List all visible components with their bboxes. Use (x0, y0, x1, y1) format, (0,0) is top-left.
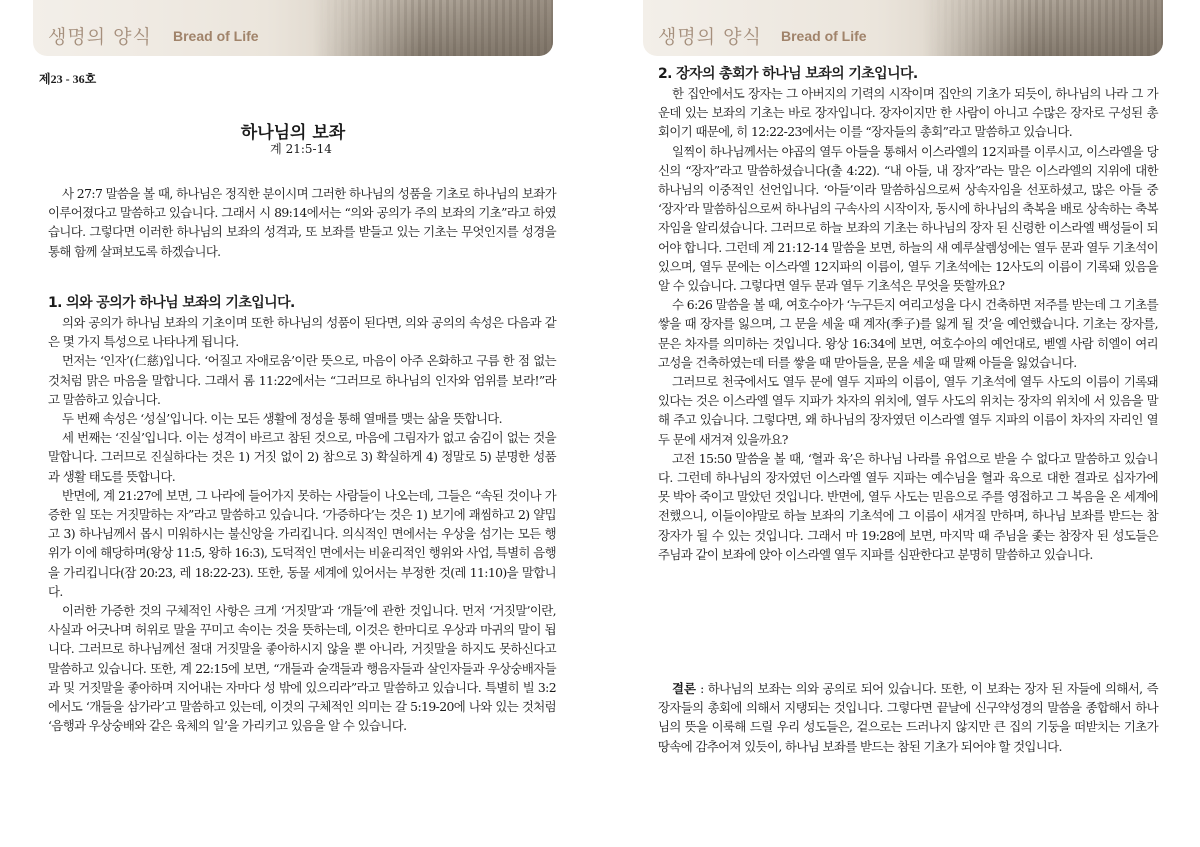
paragraph: 고전 15:50 말씀을 볼 때, ‘혈과 육’은 하나님 나라를 유업으로 받을 수 없다고 말씀하고 있습니다. 그런데 하나님의 장자였던 이스라엘 열두 지파는 예수님을 혈과 육으로 대한 결과로 십자가에 못 박아 죽이고 말았던 것입니다. 반면에, 열두 사도는 믿음으로 주를 영접하고 그 복음을 온 세계에 전했으니, 이들이야말로 하늘 보좌의 기초석에 그 이름이 새겨질 만하며, 하나님 보좌를 받드는 참장자가 될 수 있는 것입니다. 그래서 마 19:28에 보면, 마지막 때 주님을 좇는 참장자 된 성도들은 주님과 같이 보좌에 앉아 이스라엘 열두 지파를 심판한다고 분명히 말씀하고 있습니다. (658, 450, 1158, 562)
banner-title-english: Bread of Life (173, 28, 259, 44)
section-2-heading: 2. 장자의 총회가 하나님 보좌의 기초입니다. (658, 66, 918, 82)
banner-photo (313, 0, 553, 56)
sermon-title: 하나님의 보좌 (240, 123, 346, 143)
section-1 (48, 293, 556, 735)
paragraph: 두 번째 속성은 ‘성실’입니다. 이는 모든 생활에 정성을 통해 열매를 맺는 삶을 뜻합니다. (62, 411, 502, 427)
banner-title-korean: 생명의 양식 (48, 26, 152, 48)
issue-number: 제23 - 36호 (39, 72, 97, 86)
paragraph: 반면에, 계 21:27에 보면, 그 나라에 들어가지 못하는 사람들이 나오는데, 그들은 “속된 것이나 가증한 일 또는 거짓말하는 자”라고 말씀하고 있습니다. ‘가증하다’는 것은 1) 보기에 괘씸하고 2) 얄밉고 3) 하나님께서 몹시 미워하시는 불신앙을 가리킵니다. 의식적인 면에서는 우상을 섬기는 모든 행위가 이에 해당하며(왕상 11:5, 왕하 16:3), 도덕적인 면에서는 비윤리적인 행위와 사업, 특별히 음행을 가리킵니다(잠 20:23, 레 18:22-23). 또한, 동물 세계에 있어서는 부정한 것(레 11:10)을 말합니다. (48, 487, 556, 599)
left-page (33, 0, 556, 847)
paragraph: 수 6:26 말씀을 볼 때, 여호수아가 ‘누구든지 여리고성을 다시 건축하면 저주를 받는데 그 기초를 쌓을 때 장자를 잃으며, 그 문을 세울 때 계자(季子)를 잃게 될 것’을 예언했습니다. 기초는 장자를, 문은 차자를 의미하는 것입니다. 왕상 16:34에 보면, 여호수아의 예언대로, 벧엘 사람 히엘이 여리고성을 건축하였는데 터를 쌓을 때 맏아들을, 문을 세울 때 말째 아들을 잃었습니다. (658, 297, 1158, 370)
right-page (643, 0, 1163, 847)
scripture-reference: 계 21:5-14 (270, 142, 332, 156)
paragraph: 일찍이 하나님께서는 야곱의 열두 아들을 통해서 이스라엘의 12지파를 이루시고, 이스라엘을 당신의 “장자”라고 말씀하셨습니다(출 4:22). “내 아들, 내 장자”라는 말은 이스라엘의 지위에 대한 하나님의 이중적인 선언입니다. ‘아들’이라 말씀하심으로써 상속자임을 선포하셨고, 많은 아들 중 ‘장자’라 말씀하심으로써 하나님의 구속사의 시작이자, 동시에 하나님의 축복을 배로 상속하는 축복자임을 알리셨습니다. 그러므로 하늘 보좌의 기초는 하나님의 장자 된 신령한 이스라엘 백성들이 되어야 합니다. 그런데 계 21:12-14 말씀을 보면, 하늘의 새 예루살렘성에는 열두 문과 열두 기초석이 있으며, 열두 문에는 이스라엘 12지파의 이름이, 열두 기초석에는 12사도의 이름이 기록돼 있음을 알 수 있습니다. 그렇다면 열두 문과 열두 기초석은 무엇을 뜻할까요? (658, 143, 1158, 294)
section-2 (658, 64, 1158, 564)
paragraph: 먼저는 ‘인자’(仁慈)입니다. ‘어질고 자애로움’이란 뜻으로, 마음이 아주 온화하고 구름 한 점 없는 것처럼 맑은 마음을 말합니다. 그래서 롬 11:22에서는 “그러므로 하나님의 인자와 엄위를 보라!”라고 말씀하고 있습니다. (48, 353, 556, 407)
banner-photo (923, 0, 1163, 56)
banner-title-english: Bread of Life (781, 28, 867, 44)
intro-section (48, 184, 556, 261)
header-banner (33, 0, 553, 56)
conclusion-text: : 하나님의 보좌는 의와 공의로 되어 있습니다. 또한, 이 보좌는 장자 된 자들에 의해서, 즉 장자들의 총회에 의해서 지탱되는 것입니다. 그렇다면 끝날에 신구약성경의 말씀을 종합해서 하나님의 뜻을 이룩해 드릴 우리 성도들은, 겉으로는 드러나지 않지만 큰 집의 기둥을 떠받치는 기초가 땅속에 감추어져 있듯이, 하나님 보좌를 받드는 참된 기초가 되어야 할 것입니다. (658, 681, 1158, 754)
intro-paragraph: 사 27:7 말씀을 볼 때, 하나님은 정직한 분이시며 그러한 하나님의 성품을 기초로 하나님의 보좌가 이루어졌다고 말씀하고 있습니다. 그래서 시 89:14에서는 “의와 공의가 주의 보좌의 기초”라고 하였습니다. 그렇다면 이러한 하나님의 보좌의 성격과, 또 보좌를 받들고 있는 기초는 무엇인지를 성경을 통해 함께 살펴보도록 하겠습니다. (48, 186, 556, 259)
banner-title-korean: 생명의 양식 (658, 26, 762, 48)
paragraph: 한 집안에서도 장자는 그 아버지의 기력의 시작이며 집안의 기초가 되듯이, 하나님의 나라 그 가운데 있는 보좌의 기초는 바로 장자입니다. 장자이지만 한 사람이 아니고 수많은 장자로 구성된 총회이기 때문에, 히 12:22-23에서는 이를 “장자들의 총회”라고 말씀하고 있습니다. (658, 86, 1158, 140)
conclusion-paragraph (658, 679, 1158, 756)
header-banner (643, 0, 1163, 56)
conclusion-label: 결론 (672, 681, 696, 696)
section-1-heading: 1. 의와 공의가 하나님 보좌의 기초입니다. (48, 295, 295, 311)
paragraph: 세 번째는 ‘진실’입니다. 이는 성격이 바르고 참된 것으로, 마음에 그림자가 없고 숨김이 없는 것을 말합니다. 그러므로 진실하다는 것은 1) 거짓 없이 2) 참으로 3) 확실하게 4) 정말로 5) 분명한 성품과 생활 태도를 뜻합니다. (48, 430, 556, 484)
paragraph: 의와 공의가 하나님 보좌의 기초이며 또한 하나님의 성품이 된다면, 의와 공의의 속성은 다음과 같은 몇 가지 특성으로 나타나게 됩니다. (48, 315, 556, 350)
paragraph: 이러한 가증한 것의 구체적인 사항은 크게 ‘거짓말’과 ‘개들’에 관한 것입니다. 먼저 ‘거짓말’이란, 사실과 어긋나며 허위로 말을 꾸미고 속이는 것을 뜻하는데, 이것은 한마디로 우상과 마귀의 말이 됩니다. 그러므로 하나님께선 절대 거짓말을 좋아하시지 않을 뿐 아니라, 거짓말을 하지도 못하신다고 말씀하고 있습니다. 또한, 계 22:15에 보면, “개들과 술객들과 행음자들과 살인자들과 우상숭배자들과 및 거짓말을 좋아하며 지어내는 자마다 성 밖에 있으리라”라고 말씀하고 있습니다. 특별히 빌 3:2에서도 ‘개들을 삼가라’고 말씀하고 있는데, 이것의 구체적인 의미는 갈 5:19-20에 나와 있는 것처럼 ‘음행과 우상숭배와 같은 육체의 일’을 가리키고 있음을 알 수 있습니다. (48, 603, 556, 734)
paragraph: 그러므로 천국에서도 열두 문에 열두 지파의 이름이, 열두 기초석에 열두 사도의 이름이 기록돼 있다는 것은 이스라엘 열두 지파가 차자의 위치에, 열두 사도의 위치는 장자의 위치에 서 있음을 말해 주고 있습니다. 그렇다면, 왜 하나님의 장자였던 이스라엘 열두 지파의 이름이 차자의 자리인 열두 문에 새겨져 있을까요? (658, 374, 1158, 447)
conclusion-section (658, 679, 1158, 756)
